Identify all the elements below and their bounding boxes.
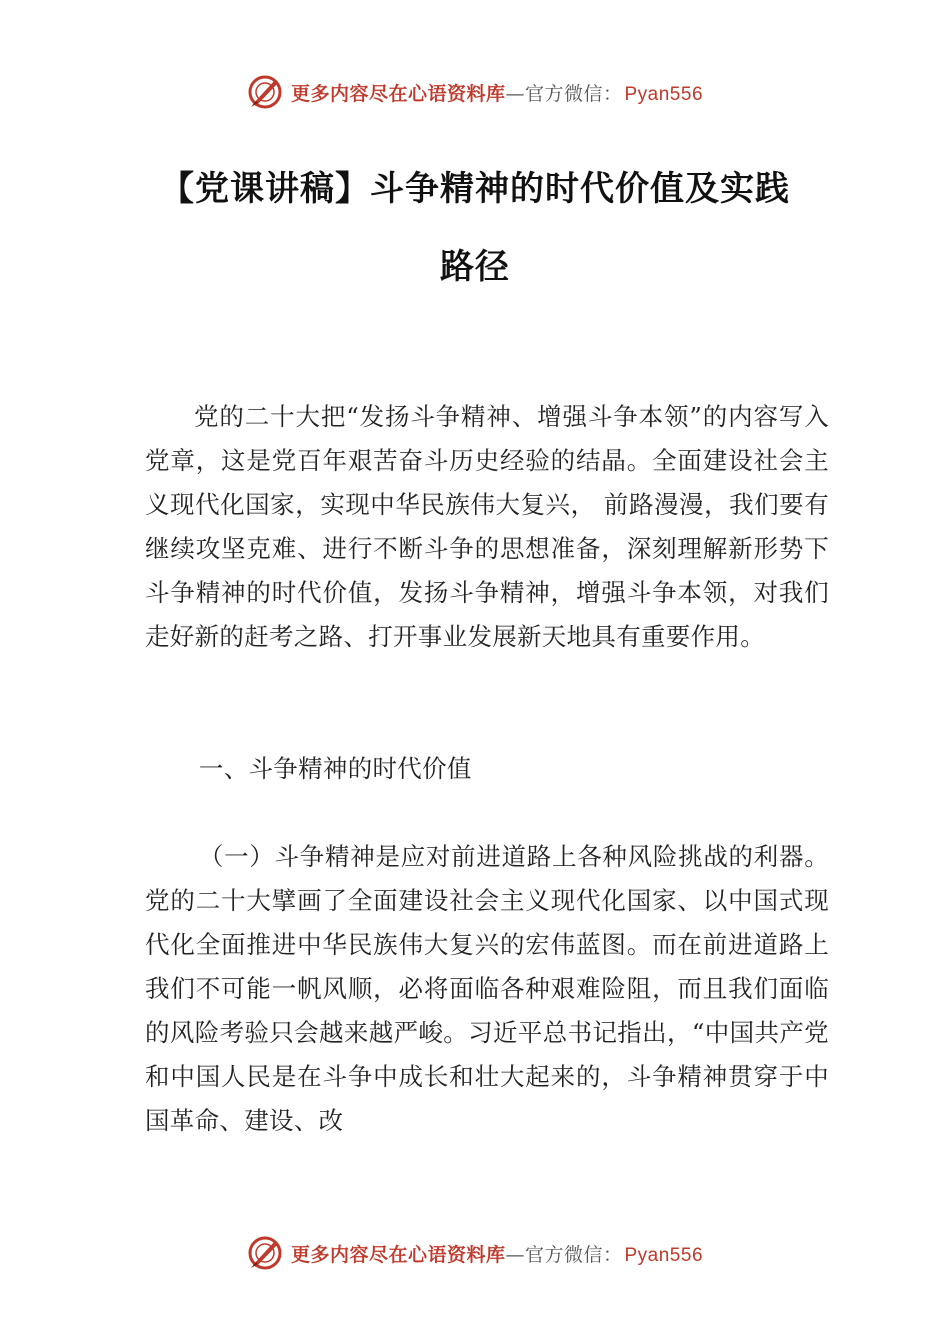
brand-logo-icon	[247, 1235, 283, 1271]
banner-text: 更多内容尽在心语资料库	[290, 1243, 506, 1266]
subsection-paragraph: （一）斗争精神是应对前进道路上各种风险挑战的利器。党的二十大擘画了全面建设社会主义现代化国家、以中国式现代化全面推进中华民族伟大复兴的宏伟蓝图。而在前进道路上我们不可能一帆风顺，必将面临各种艰难险阻，而且我们面临的风险考验只会越来越严峻。习近平总书记指出，“中国共产党和中国人民是在斗争中成长和壮大起来的，斗争精神贯穿于中国革命、建设、改	[145, 841, 829, 1135]
banner-wechat-id: Pyan556	[624, 1244, 704, 1266]
section-heading: 一、斗争精神的时代价值	[198, 753, 472, 783]
intro-paragraph: 党的二十大把“发扬斗争精神、增强斗争本领”的内容写入党章，这是党百年艰苦奋斗历史经验的结晶。全面建设社会主义现代化国家，实现中华民族伟大复兴， 前路漫漫，我们要有继续攻坚克难、进行不断斗争的思想准备，深刻理解新形势下斗争精神的时代价值，发扬斗争精神，增强斗争本领，对我们走好新的赶考之路、打开事业发展新天地具有重要作用。	[145, 401, 829, 651]
banner-wechat-id: Pyan556	[624, 83, 704, 105]
banner-separator: —	[505, 82, 525, 105]
banner-label: 官方微信：	[524, 1243, 623, 1266]
banner-separator: —	[505, 1243, 525, 1266]
document-title: 【党课讲稿】斗争精神的时代价值及实践路径	[160, 169, 790, 287]
banner-text: 更多内容尽在心语资料库	[290, 82, 506, 105]
banner-label: 官方微信：	[524, 82, 623, 105]
header-banner	[0, 72, 950, 112]
footer-banner	[0, 1233, 950, 1273]
brand-logo-icon	[247, 74, 283, 110]
